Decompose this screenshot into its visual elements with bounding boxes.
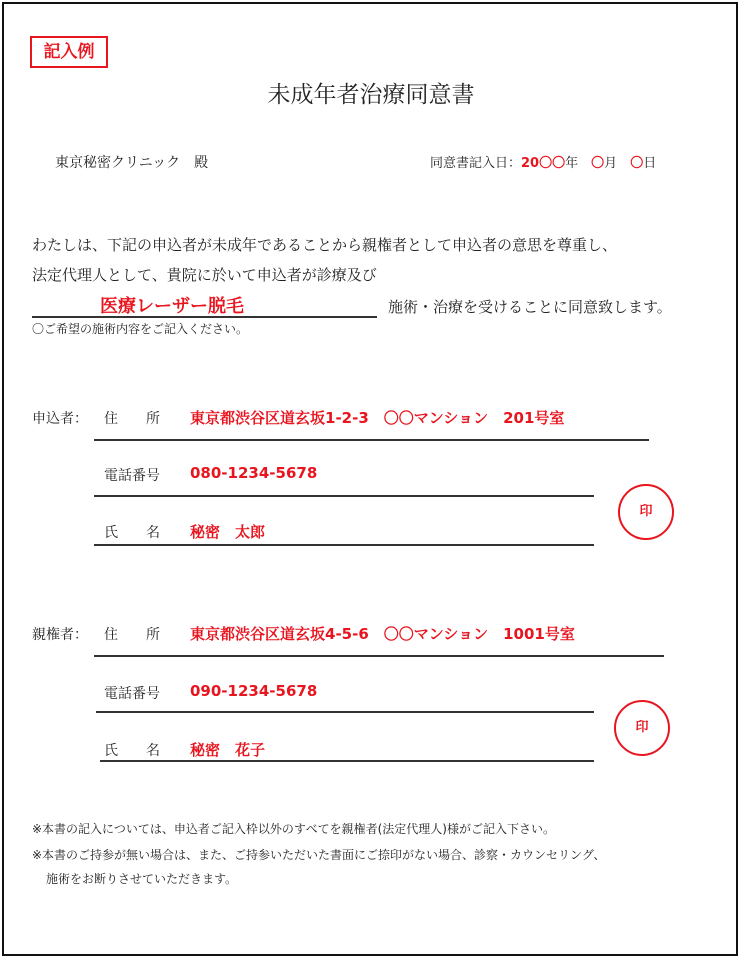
guardian-name-field[interactable]: 秘密 花子 [190,741,266,759]
applicant-seal: 印 [618,484,674,540]
date-month[interactable]: 〇 [591,156,605,171]
applicant-name-field[interactable]: 秘密 太郎 [190,523,266,541]
guardian-address-field[interactable]: 東京都渋谷区道玄坂4-5-6 〇〇マンション 1001号室 [190,625,575,643]
applicant-name-line [94,544,594,546]
applicant-address-field[interactable]: 東京都渋谷区道玄坂1-2-3 〇〇マンション 201号室 [190,409,565,427]
example-badge: 記入例 [30,36,108,68]
date-row [430,152,656,171]
date-day[interactable]: 〇 [630,156,644,171]
applicant-name-label: 氏 名 [104,525,160,541]
guardian-address-label: 住 所 [104,627,160,643]
guardian-phone-label: 電話番号 [104,686,160,702]
date-label: 同意書記入日： [430,156,522,171]
applicant-address-label: 住 所 [104,411,160,427]
guardian-seal: 印 [614,700,670,756]
date-year-unit: 年 [565,156,579,171]
date-day-unit: 日 [643,156,657,171]
guardian-name-label: 氏 名 [104,743,160,759]
applicant-phone-label: 電話番号 [104,468,160,484]
date-month-unit: 月 [604,156,618,171]
treatment-field[interactable]: 医療レーザー脱毛 [100,296,244,317]
guardian-address-line [94,655,664,657]
footnote-1: ※本書の記入については、申込者ご記入枠以外のすべてを親権者(法定代理人)様がご記入下さい。 [32,822,555,836]
guardian-phone-line [96,711,594,713]
treatment-note: 〇ご希望の施術内容をご記入ください。 [32,322,249,336]
consent-line-2: 法定代理人として、貴院に於いて申込者が診療及び [32,266,377,284]
guardian-heading: 親権者： [32,627,88,643]
applicant-phone-field[interactable]: 080-1234-5678 [190,464,318,482]
consent-line-3: 施術・治療を受けることに同意致します。 [388,298,672,316]
footnote-2: ※本書のご持参が無い場合は、また、ご持参いただいた書面にご捺印がない場合、診察・カウンセリング、 [32,848,606,862]
treatment-underline [32,316,377,318]
date-year[interactable]: 20〇〇 [521,156,566,171]
addressee: 東京秘密クリニック 殿 [55,155,209,171]
footnote-3: 施術をお断りさせていただきます。 [46,872,238,886]
document-title: 未成年者治療同意書 [267,82,475,108]
guardian-phone-field[interactable]: 090-1234-5678 [190,682,318,700]
consent-line-1: わたしは、下記の申込者が未成年であることから親権者として申込者の意思を尊重し、 [32,236,618,254]
applicant-address-line [94,439,649,441]
applicant-phone-line [94,495,594,497]
guardian-name-line [100,760,594,762]
applicant-heading: 申込者： [32,411,88,427]
